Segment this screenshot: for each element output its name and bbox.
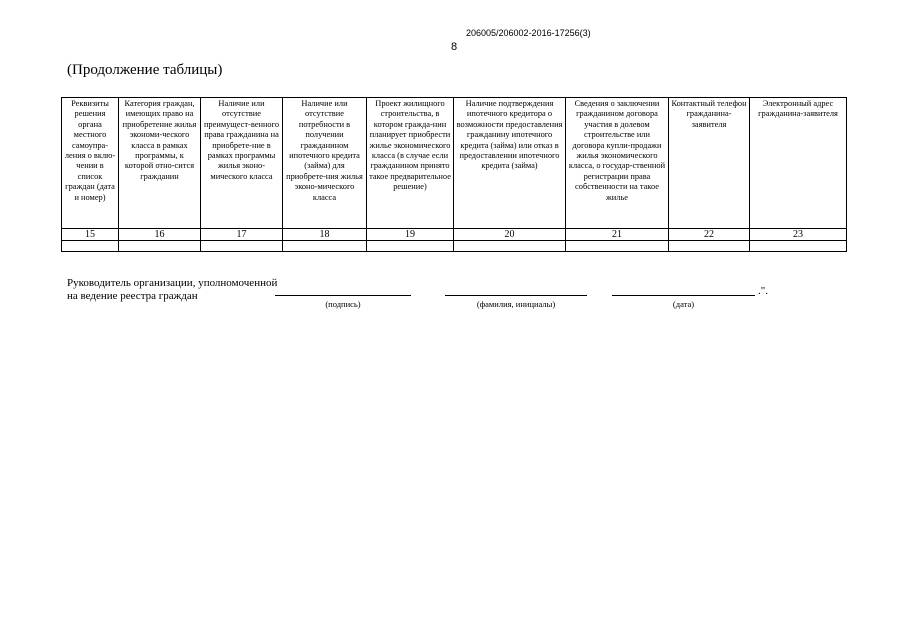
table-cell [750,241,847,252]
column-number: 18 [283,229,367,241]
closing-quote: .". [758,285,768,297]
signatory-label-line1: Руководитель организации, уполномоченной [67,277,278,289]
signature-caption: (подпись) [325,299,361,309]
column-number: 23 [750,229,847,241]
table-cell [566,241,669,252]
page-number: 8 [451,41,458,53]
table-cell [669,241,750,252]
column-header: Наличие подтверждения ипотечного кредитора о возможности предоставления гражданину ипотечного кредита (займа) или отказ в предоставлении ипотечного кредита (займа) [454,98,566,229]
signatory-label [67,277,277,303]
column-number: 20 [454,229,566,241]
column-header: Наличие или отсутствие потребности в получении гражданином ипотечного кредита (займа) для приобрете-ния жилья эконо-мического класса [283,98,367,229]
table-cell [454,241,566,252]
column-header: Контактный телефон гражданина-заявителя [669,98,750,229]
registry-table [61,97,847,252]
column-number: 15 [62,229,119,241]
column-header: Наличие или отсутствие преимущест-венного права гражданина на приобрете-ние в рамках программы жилья эконо-мического класса [201,98,283,229]
column-number: 19 [367,229,454,241]
name-line [445,295,587,296]
document-id: 206005/206002-2016-17256(3) [466,28,591,38]
column-number: 22 [669,229,750,241]
column-header: Категория граждан, имеющих право на приобретение жилья экономи-ческого класса в рамках программы, к которой отно-сится гражданин [119,98,201,229]
table-cell [201,241,283,252]
empty-data-row [62,241,847,252]
name-caption: (фамилия, инициалы) [476,299,556,309]
table-cell [119,241,201,252]
column-header: Реквизиты решения органа местного самоупра-ления о вклю-чении в список граждан (дата и номер) [62,98,119,229]
signatory-label-line2: на ведение реестра граждан [67,290,198,302]
date-line [612,295,755,296]
table-cell [283,241,367,252]
column-number: 21 [566,229,669,241]
column-number: 17 [201,229,283,241]
column-header: Проект жилищного строительства, в котором гражда-нин планирует приобрести жилье экономического класса (в случае если гражданином принято такое предварительное решение) [367,98,454,229]
column-number-row [62,229,847,241]
signature-line [275,295,411,296]
table-header-row [62,98,847,229]
column-number: 16 [119,229,201,241]
continuation-title: (Продолжение таблицы) [67,62,223,78]
column-header: Сведения о заключении гражданином договора участия в долевом строительстве или договора купли-продажи жилья экономического класса, о государ-ственной регистрации права собственности на такое жилье [566,98,669,229]
table-cell [62,241,119,252]
table-cell [367,241,454,252]
date-caption: (дата) [672,299,695,309]
column-header: Электронный адрес гражданина-заявителя [750,98,847,229]
